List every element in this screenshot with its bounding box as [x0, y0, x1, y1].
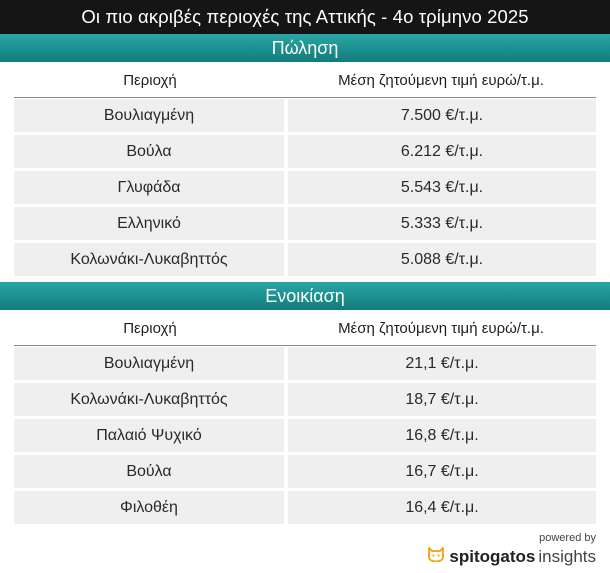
powered-by-label: powered by	[539, 532, 596, 544]
table-row	[14, 383, 596, 416]
sale-table-body	[14, 99, 596, 279]
sale-col-price: Μέση ζητούμενη τιμή ευρώ/τ.μ.	[338, 72, 544, 89]
area-cell: Φιλοθέη	[14, 491, 284, 524]
rent-table-body	[14, 347, 596, 527]
price-cell: 16,7 €/τ.μ.	[288, 455, 596, 488]
cat-logo-icon	[427, 546, 449, 567]
sale-col-area: Περιοχή	[123, 72, 177, 89]
table-row	[14, 455, 596, 488]
table-row	[14, 491, 596, 524]
area-cell: Βουλιαγμένη	[14, 347, 284, 380]
table-row	[14, 135, 596, 168]
rent-col-price: Μέση ζητούμενη τιμή ευρώ/τ.μ.	[338, 320, 544, 337]
area-cell: Βούλα	[14, 455, 284, 488]
rent-section-heading: Ενοικίαση	[0, 282, 610, 310]
table-row	[14, 207, 596, 240]
area-cell: Παλαιό Ψυχικό	[14, 419, 284, 452]
brand-footer	[427, 532, 596, 567]
page-title: Οι πιο ακριβές περιοχές της Αττικής - 4ο τρίμηνο 2025	[0, 0, 610, 34]
table-row	[14, 171, 596, 204]
price-cell: 6.212 €/τ.μ.	[288, 135, 596, 168]
rent-table-header	[14, 312, 596, 346]
area-cell: Βούλα	[14, 135, 284, 168]
brand-suffix: insights	[538, 546, 596, 566]
sale-table-header	[14, 64, 596, 98]
price-cell: 16,4 €/τ.μ.	[288, 491, 596, 524]
area-cell: Γλυφάδα	[14, 171, 284, 204]
area-cell: Ελληνικό	[14, 207, 284, 240]
sale-section-heading: Πώληση	[0, 34, 610, 62]
price-cell: 5.088 €/τ.μ.	[288, 243, 596, 276]
price-cell: 21,1 €/τ.μ.	[288, 347, 596, 380]
brand-logo	[427, 546, 596, 567]
table-row	[14, 347, 596, 380]
table-row	[14, 243, 596, 276]
price-cell: 7.500 €/τ.μ.	[288, 99, 596, 132]
price-cell: 16,8 €/τ.μ.	[288, 419, 596, 452]
rent-col-area: Περιοχή	[123, 320, 177, 337]
area-cell: Κολωνάκι-Λυκαβηττός	[14, 243, 284, 276]
brand-name: spitogatos	[449, 546, 536, 566]
area-cell: Κολωνάκι-Λυκαβηττός	[14, 383, 284, 416]
table-row	[14, 419, 596, 452]
price-cell: 18,7 €/τ.μ.	[288, 383, 596, 416]
price-cell: 5.333 €/τ.μ.	[288, 207, 596, 240]
price-cell: 5.543 €/τ.μ.	[288, 171, 596, 204]
table-row	[14, 99, 596, 132]
area-cell: Βουλιαγμένη	[14, 99, 284, 132]
